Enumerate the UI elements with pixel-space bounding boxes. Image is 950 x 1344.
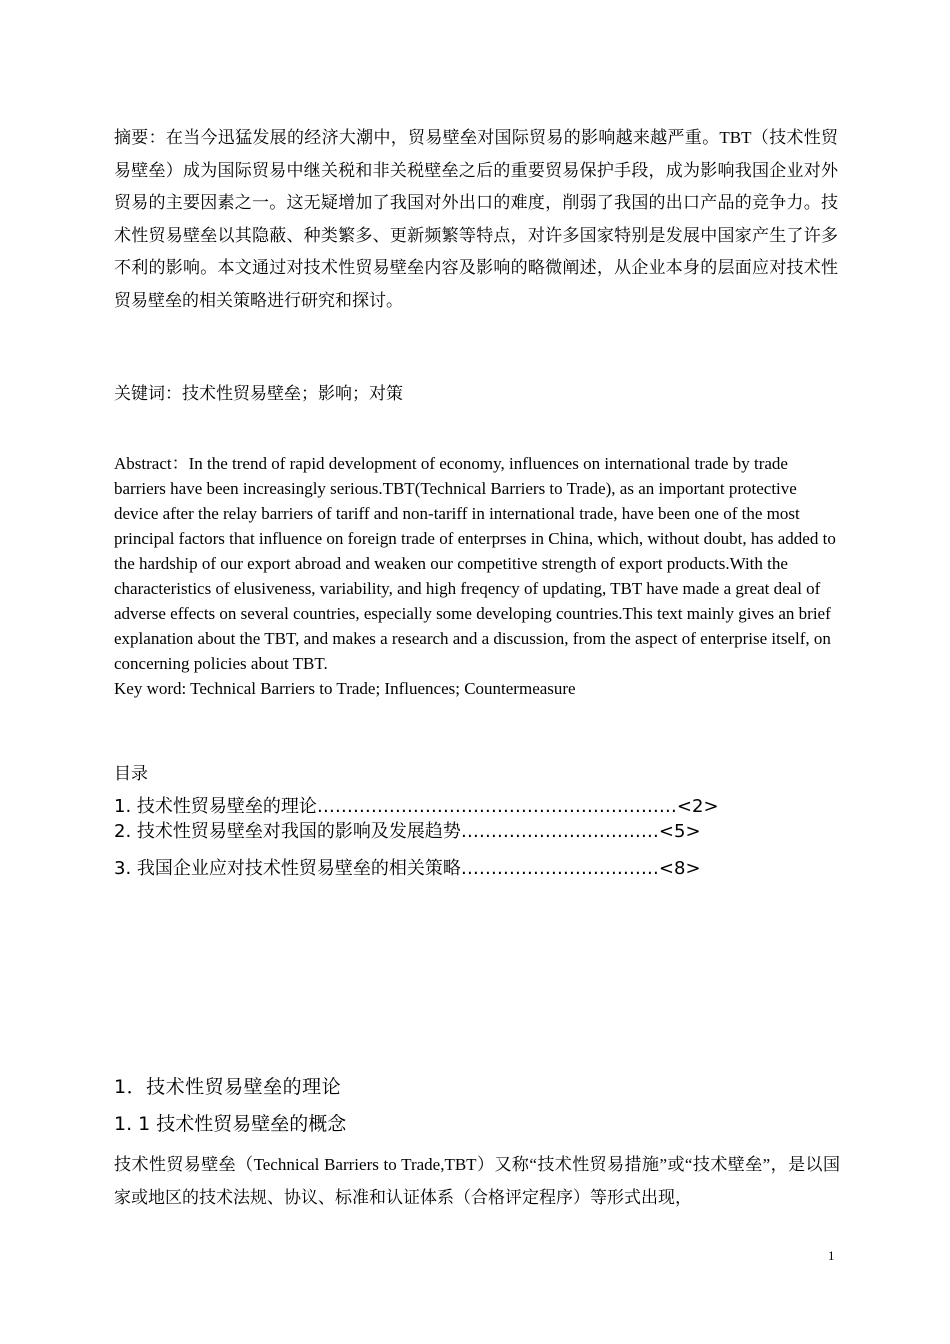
- subsection-heading: 1. 1 技术性贸易壁垒的概念: [114, 1113, 347, 1135]
- english-keywords: Key word: Technical Barriers to Trade; Influences; Countermeasure: [114, 679, 576, 698]
- toc-item[interactable]: [114, 819, 834, 845]
- toc-item-dots: ……………………………………………………: [316, 796, 677, 817]
- page-number: 1: [828, 1248, 835, 1263]
- chinese-keywords: 关键词：技术性贸易壁垒；影响；对策: [114, 384, 403, 403]
- toc-item-text: 1. 技术性贸易壁垒的理论: [114, 796, 317, 817]
- toc-item-page: <2>: [676, 796, 719, 817]
- toc-title: 目录: [114, 764, 148, 783]
- toc-item-page: <8>: [658, 858, 701, 879]
- toc-item-text: 2. 技术性贸易壁垒对我国的影响及发展趋势: [114, 821, 461, 842]
- toc-item-page: <5>: [658, 821, 701, 842]
- section-heading: 1．技术性贸易壁垒的理论: [114, 1076, 342, 1098]
- toc-item[interactable]: [114, 856, 834, 882]
- toc-item-dots: ……………………………: [460, 858, 659, 879]
- toc-item[interactable]: [114, 794, 834, 820]
- section-body-text: 技术性贸易壁垒（Technical Barriers to Trade,TBT）又称“技术性贸易措施”或“技术壁垒”，是以国家或地区的技术法规、协议、标准和认证体系（合格评定程序）等形式出现，: [114, 1155, 840, 1207]
- chinese-abstract: 摘要：在当今迅猛发展的经济大潮中，贸易壁垒对国际贸易的影响越来越严重。TBT（技术性贸易壁垒）成为国际贸易中继关税和非关税壁垒之后的重要贸易保护手段，成为影响我国企业对外贸易的主要因素之一。这无疑增加了我国对外出口的难度，削弱了我国的出口产品的竞争力。技术性贸易壁垒以其隐蔽、种类繁多、更新频繁等特点，对许多国家特别是发展中国家产生了许多不利的影响。本文通过对技术性贸易壁垒内容及影响的略微阐述，从企业本身的层面应对技术性贸易壁垒的相关策略进行研究和探讨。: [114, 128, 838, 310]
- english-abstract-block: [114, 451, 838, 701]
- english-abstract: Abstract：In the trend of rapid development of economy, influences on international trade by trade barriers have been increasingly serious.TBT(Technical Barriers to Trade), as an important protective device after the relay barriers of tariff and non-tariff in international trade, have been one of the most principal factors that influence on foreign trade of enterprses in China, which, without doubt, has added to the hardship of our export abroad and weaken our competitive strength of export products.With the characteristics of elusiveness, variability, and high freqency of updating, TBT have made a great deal of adverse effects on several countries, especially some developing countries.This text mainly gives an brief explanation about the TBT, and makes a research and a discussion, from the aspect of enterprise itself, on concerning policies about TBT.: [114, 454, 836, 673]
- toc-item-dots: ……………………………: [460, 821, 659, 842]
- toc-item-text: 3. 我国企业应对技术性贸易壁垒的相关策略: [114, 858, 461, 879]
